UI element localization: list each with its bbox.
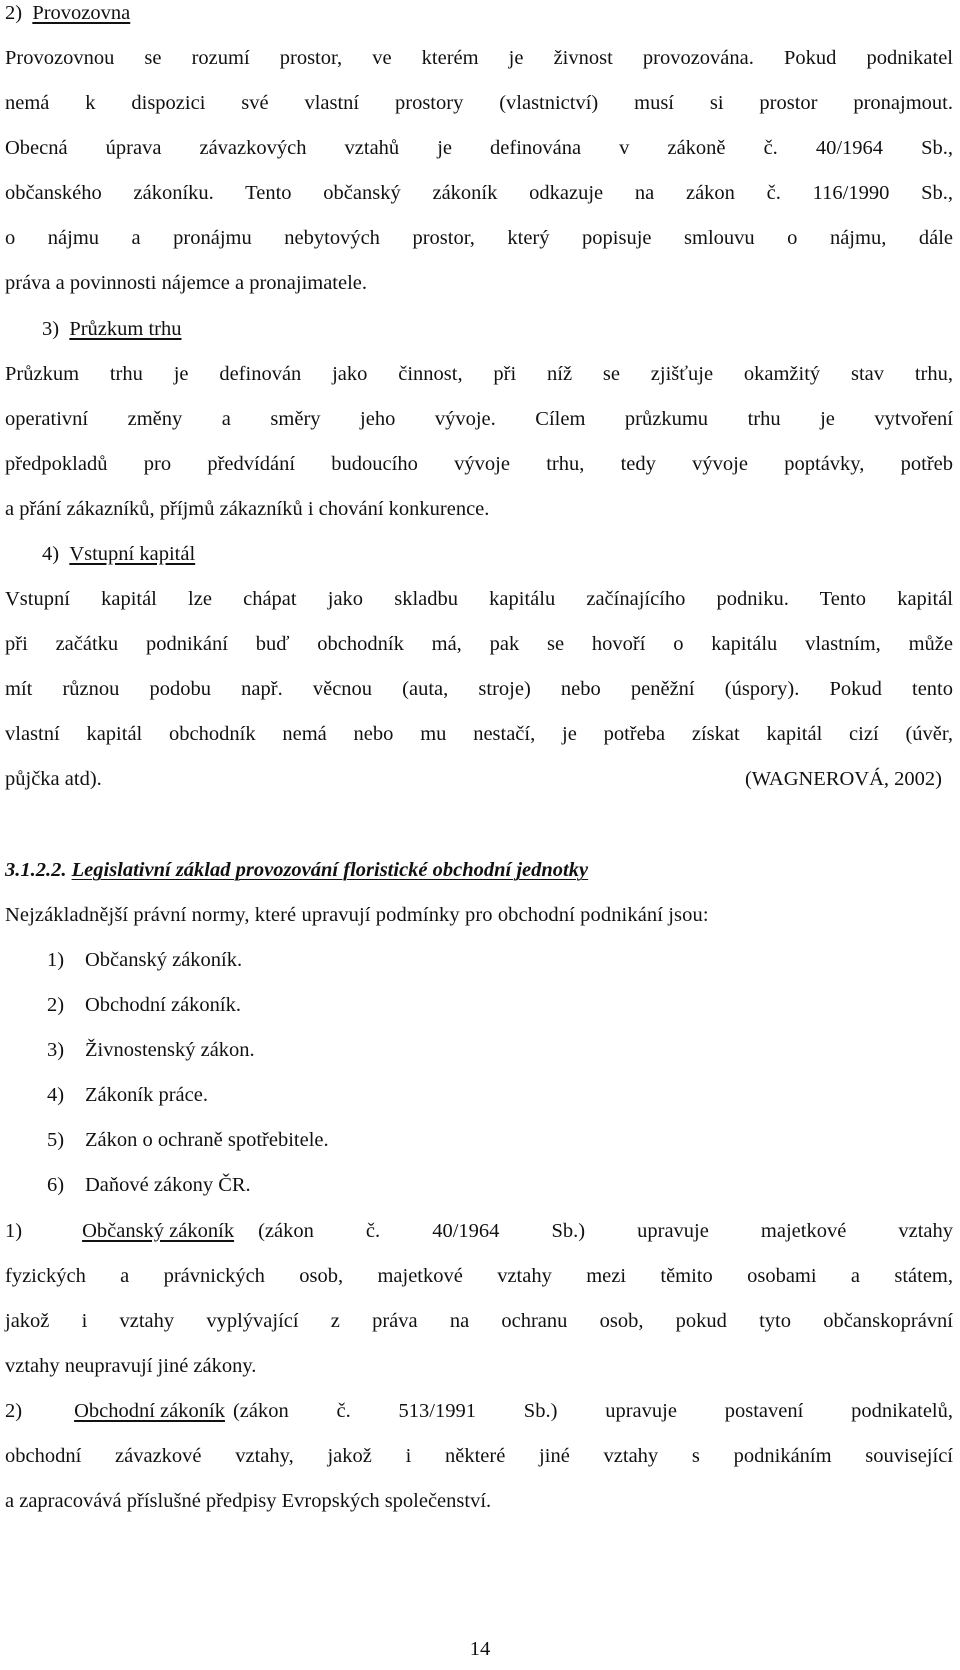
section-heading-provozovna bbox=[5, 0, 953, 26]
paragraph-line: operativní změny a směry jeho vývoje. Cílem průzkumu trhu je vytvoření bbox=[5, 408, 953, 430]
subsection-title: Legislativní základ provozování floristické obchodní jednotky bbox=[71, 859, 589, 881]
law-title: Obchodní zákoník bbox=[74, 1400, 225, 1422]
law-text: (zákon č. 40/1964 Sb.) upravuje majetkové vztahy bbox=[258, 1220, 953, 1242]
paragraph-line: Obecná úprava závazkových vztahů je definována v zákoně č. 40/1964 Sb., bbox=[5, 137, 953, 159]
list-number: 6) bbox=[47, 1174, 65, 1196]
list-number: 1) bbox=[47, 949, 65, 971]
list-number: 4) bbox=[47, 1084, 65, 1106]
paragraph-line: mít různou podobu např. věcnou (auta, stroje) nebo peněžní (úspory). Pokud tento bbox=[5, 678, 953, 700]
law-number: 1) bbox=[5, 1220, 23, 1242]
section-title: Vstupní kapitál bbox=[69, 543, 196, 565]
section-heading-kapital bbox=[42, 541, 960, 567]
list-text: Obchodní zákoník. bbox=[85, 994, 241, 1016]
list-text: Živnostenský zákon. bbox=[85, 1039, 255, 1061]
list-item bbox=[47, 1082, 960, 1108]
paragraph-line: Vstupní kapitál lze chápat jako skladbu kapitálu začínajícího podniku. Tento kapitál bbox=[5, 588, 953, 610]
list-text: Daňové zákony ČR. bbox=[85, 1174, 251, 1196]
subsection-number: 3.1.2.2. bbox=[5, 859, 67, 881]
paragraph-line: Průzkum trhu je definován jako činnost, při níž se zjišťuje okamžitý stav trhu, bbox=[5, 363, 953, 385]
list-number: 3) bbox=[47, 1039, 65, 1061]
paragraph-line: práva a povinnosti nájemce a pronajimatele. bbox=[5, 272, 368, 294]
section-number: 2) bbox=[5, 2, 23, 24]
citation: (WAGNEROVÁ, 2002) bbox=[744, 768, 942, 790]
list-item bbox=[47, 947, 960, 973]
law-paragraph-start bbox=[5, 1398, 953, 1424]
paragraph-line: Nejzákladnější právní normy, které upravují podmínky pro obchodní podnikání jsou: bbox=[5, 904, 709, 926]
law-text: (zákon č. 513/1991 Sb.) upravuje postavení podnikatelů, bbox=[232, 1400, 953, 1422]
section-title: Provozovna bbox=[32, 2, 131, 24]
list-item bbox=[47, 1172, 960, 1198]
paragraph-line: o nájmu a pronájmu nebytových prostor, který popisuje smlouvu o nájmu, dále bbox=[5, 227, 953, 249]
paragraph-line: fyzických a právnických osob, majetkové vztahy mezi těmito osobami a státem, bbox=[5, 1265, 953, 1287]
list-number: 5) bbox=[47, 1129, 65, 1151]
paragraph-last-line bbox=[5, 766, 953, 792]
paragraph-line: a zapracovává příslušné předpisy Evropských společenství. bbox=[5, 1490, 492, 1512]
law-title: Občanský zákoník bbox=[82, 1220, 235, 1242]
law-number: 2) bbox=[5, 1400, 23, 1422]
paragraph-line: vlastní kapitál obchodník nemá nebo mu nestačí, je potřeba získat kapitál cizí (úvěr, bbox=[5, 723, 953, 745]
list-item bbox=[47, 992, 960, 1018]
paragraph-line: při začátku podnikání buď obchodník má, pak se hovoří o kapitálu vlastním, může bbox=[5, 633, 953, 655]
page-number: 14 bbox=[469, 1638, 491, 1660]
paragraph-line: a přání zákazníků, příjmů zákazníků i chování konkurence. bbox=[5, 498, 490, 520]
section-number: 3) bbox=[42, 318, 60, 340]
law-paragraph-start bbox=[5, 1218, 953, 1244]
paragraph-line: předpokladů pro předvídání budoucího vývoje trhu, tedy vývoje poptávky, potřeb bbox=[5, 453, 953, 475]
subsection-heading bbox=[5, 857, 953, 883]
list-number: 2) bbox=[47, 994, 65, 1016]
section-number: 4) bbox=[42, 543, 60, 565]
list-item bbox=[47, 1127, 960, 1153]
paragraph-line: Provozovnou se rozumí prostor, ve kterém je živnost provozována. Pokud podnikatel bbox=[5, 47, 953, 69]
list-text: Zákoník práce. bbox=[85, 1084, 208, 1106]
paragraph-line: vztahy neupravují jiné zákony. bbox=[5, 1355, 257, 1377]
section-heading-pruzkum bbox=[42, 316, 960, 342]
paragraph-line: obchodní závazkové vztahy, jakož i některé jiné vztahy s podnikáním související bbox=[5, 1445, 953, 1467]
paragraph-line: jakož i vztahy vyplývající z práva na ochranu osob, pokud tyto občanskoprávní bbox=[5, 1310, 953, 1332]
list-item bbox=[47, 1037, 960, 1063]
paragraph-line: nemá k dispozici své vlastní prostory (vlastnictví) musí si prostor pronajmout. bbox=[5, 92, 953, 114]
paragraph-text: půjčka atd). bbox=[5, 768, 102, 790]
list-text: Zákon o ochraně spotřebitele. bbox=[85, 1129, 329, 1151]
section-title: Průzkum trhu bbox=[69, 318, 182, 340]
list-text: Občanský zákoník. bbox=[85, 949, 243, 971]
paragraph-line: občanského zákoníku. Tento občanský zákoník odkazuje na zákon č. 116/1990 Sb., bbox=[5, 182, 953, 204]
